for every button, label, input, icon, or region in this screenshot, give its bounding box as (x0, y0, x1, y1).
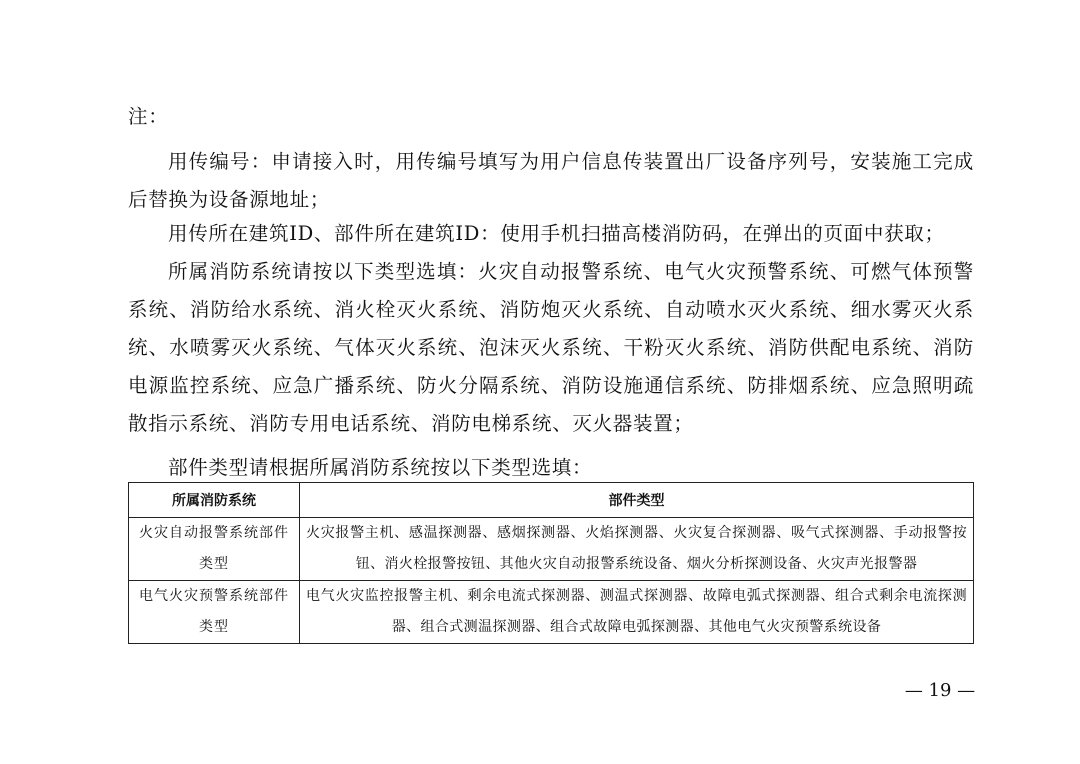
part-type-table (128, 482, 974, 644)
table-cell-parts: 电气火灾监控报警主机、剩余电流式探测器、测温式探测器、故障电弧式探测器、组合式剩余电流探测器、组合式测温探测器、组合式故障电弧探测器、其他电气火灾预警系统设备 (300, 581, 974, 644)
note-label: 注： (128, 105, 169, 128)
page-number: — 19 — (904, 680, 976, 701)
table-cell-system: 火灾自动报警系统部件类型 (129, 518, 300, 581)
table-cell-parts: 火灾报警主机、感温探测器、感烟探测器、火焰探测器、火灾复合探测器、吸气式探测器、手动报警按钮、消火栓报警按钮、其他火灾自动报警系统设备、烟火分析探测设备、火灾声光报警器 (300, 518, 974, 581)
table-cell-system: 电气火灾预警系统部件类型 (129, 581, 300, 644)
table-row (129, 581, 974, 644)
note-paragraph-part-types: 部件类型请根据所属消防系统按以下类型选填： (168, 456, 593, 479)
table-header-system: 所属消防系统 (129, 483, 300, 518)
note-paragraph-device-id: 用传编号：申请接入时，用传编号填写为用户信息传装置出厂设备序列号，安装施工完成后替换为设备源地址； (128, 150, 974, 211)
note-paragraph-building-id: 用传所在建筑ID、部件所在建筑ID：使用手机扫描高楼消防码，在弹出的页面中获取； (168, 222, 945, 245)
note-paragraph-fire-systems: 所属消防系统请按以下类型选填：火灾自动报警系统、电气火灾预警系统、可燃气体预警系统、消防给水系统、消火栓灭火系统、消防炮灭火系统、自动喷水灭火系统、细水雾灭火系统、水喷雾灭火系统、气体灭火系统、泡沫灭火系统、干粉灭火系统、消防供配电系统、消防电源监控系统、应急广播系统、防火分隔系统、消防设施通信系统、防排烟系统、应急照明疏散指示系统、消防专用电话系统、消防电梯系统、灭火器装置； (128, 260, 974, 435)
table-header-row (129, 483, 974, 518)
table-header-parts: 部件类型 (300, 483, 974, 518)
table-row (129, 518, 974, 581)
